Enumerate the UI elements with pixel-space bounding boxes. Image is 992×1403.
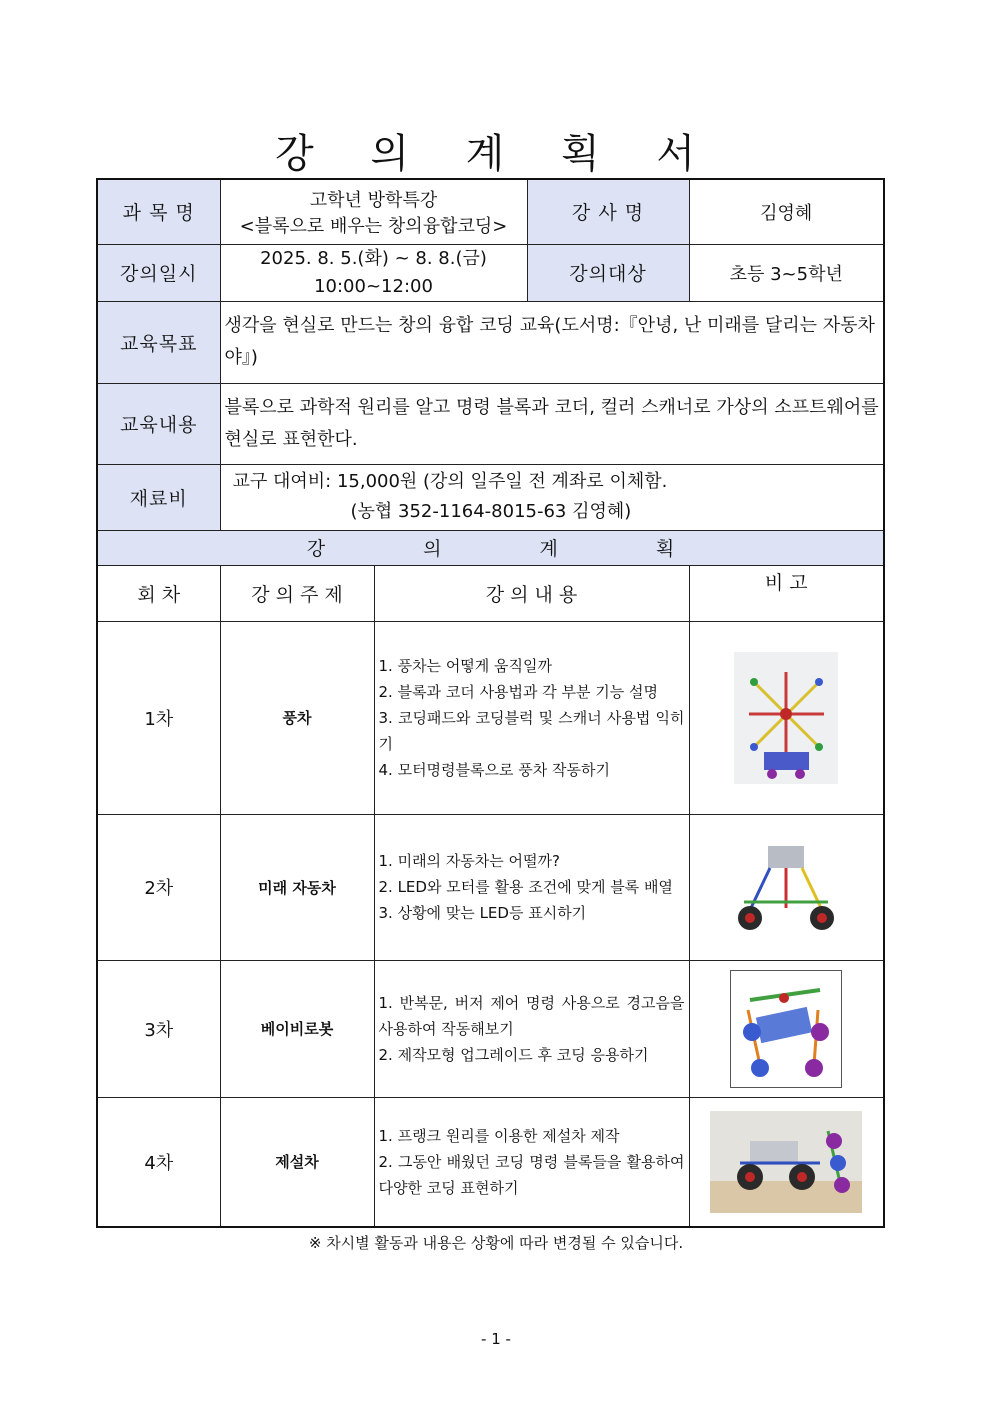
fee-line2: (농협 352-1164-8015-63 김영혜)	[350, 501, 632, 522]
session-content	[374, 621, 689, 814]
page-number: - 1 -	[481, 1330, 511, 1348]
fee-label: 재료비	[97, 464, 220, 530]
content-item: 1. 풍차는 어떻게 움직일까	[378, 656, 553, 675]
content-item: 2. 블록과 코더 사용법과 각 부분 기능 설명	[378, 682, 659, 701]
date-line1: 2025. 8. 5.(화) ~ 8. 8.(금)	[260, 247, 487, 269]
plan-band-char: 획	[655, 538, 675, 560]
session-number: 1차	[97, 621, 220, 814]
session-topic: 베이비로봇	[220, 960, 374, 1097]
subject-line2: <블록으로 배우는 창의융합코딩>	[239, 215, 508, 237]
subject-line1: 고학년 방학특강	[309, 189, 438, 211]
goal-value: 생각을 현실로 만드는 창의 융합 코딩 교육(도서명:『안녕, 난 미래를 달리는 자동차야』)	[220, 301, 884, 383]
content-item: 4. 모터명령블록으로 풍차 작동하기	[378, 760, 610, 779]
date-label: 강의일시	[97, 244, 220, 301]
content-item: 2. 제작모형 업그레이드 후 코딩 응용하기	[378, 1045, 649, 1064]
date-line2: 10:00~12:00	[314, 275, 433, 297]
session-topic: 미래 자동차	[220, 814, 374, 960]
lecture-plan-table	[96, 178, 885, 1228]
subject-value	[220, 179, 527, 244]
table-row	[97, 960, 884, 1097]
content-item: 2. LED와 모터를 활용 조건에 맞게 블록 배열	[378, 878, 673, 896]
session-content	[374, 814, 689, 960]
header-topic: 강 의 주 제	[220, 565, 374, 621]
date-value	[220, 244, 527, 301]
target-value: 초등 3~5학년	[689, 244, 884, 301]
session-topic: 제설차	[220, 1097, 374, 1227]
session-image-cell	[689, 960, 884, 1097]
session-number: 4차	[97, 1097, 220, 1227]
session-image-cell	[689, 621, 884, 814]
session-topic: 풍차	[220, 621, 374, 814]
session-number: 2차	[97, 814, 220, 960]
snowplow-model-image	[710, 1111, 862, 1213]
content-label: 교육내용	[97, 383, 220, 464]
plan-band-char: 강	[306, 538, 326, 560]
page-title: 강 의 계 획 서	[274, 131, 718, 177]
table-row	[97, 621, 884, 814]
content-item: 1. 반복문, 버저 제어 명령 사용으로 경고음을 사용하여 작동해보기	[378, 993, 685, 1038]
subject-label: 과 목 명	[97, 179, 220, 244]
session-content	[374, 960, 689, 1097]
fee-value	[220, 464, 884, 530]
content-item: 1. 미래의 자동차는 어떨까?	[378, 852, 560, 870]
future-car-model-image	[730, 838, 842, 936]
table-row	[97, 814, 884, 960]
table-row	[97, 1097, 884, 1227]
content-item: 1. 프랭크 원리를 이용한 제설차 제작	[378, 1126, 620, 1145]
plan-band	[97, 530, 884, 565]
header-session: 회 차	[97, 565, 220, 621]
target-label: 강의대상	[527, 244, 689, 301]
baby-robot-model-image	[730, 970, 842, 1088]
windmill-model-image	[734, 652, 838, 784]
fee-line1: 교구 대여비: 15,000원 (강의 일주일 전 계좌로 이체함.	[232, 471, 668, 492]
session-content	[374, 1097, 689, 1227]
header-remark: 비 고	[689, 565, 884, 621]
content-value: 블록으로 과학적 원리를 알고 명령 블록과 코더, 컬러 스캐너로 가상의 소프트웨어를 현실로 표현한다.	[220, 383, 884, 464]
content-item: 3. 상황에 맞는 LED등 표시하기	[378, 904, 587, 922]
content-item: 2. 그동안 배웠던 코딩 명령 블록들을 활용하여 다양한 코딩 표현하기	[378, 1152, 685, 1197]
goal-label: 교육목표	[97, 301, 220, 383]
content-item: 3. 코딩패드와 코딩블럭 및 스캐너 사용법 익히기	[378, 708, 685, 753]
instructor-value: 김영혜	[689, 179, 884, 244]
session-image-cell	[689, 1097, 884, 1227]
session-image-cell	[689, 814, 884, 960]
session-number: 3차	[97, 960, 220, 1097]
instructor-label: 강 사 명	[527, 179, 689, 244]
header-content: 강 의 내 용	[374, 565, 689, 621]
plan-band-char: 의	[423, 538, 442, 560]
plan-band-char: 계	[539, 538, 558, 560]
footnote: ※ 차시별 활동과 내용은 상황에 따라 변경될 수 있습니다.	[308, 1234, 684, 1252]
